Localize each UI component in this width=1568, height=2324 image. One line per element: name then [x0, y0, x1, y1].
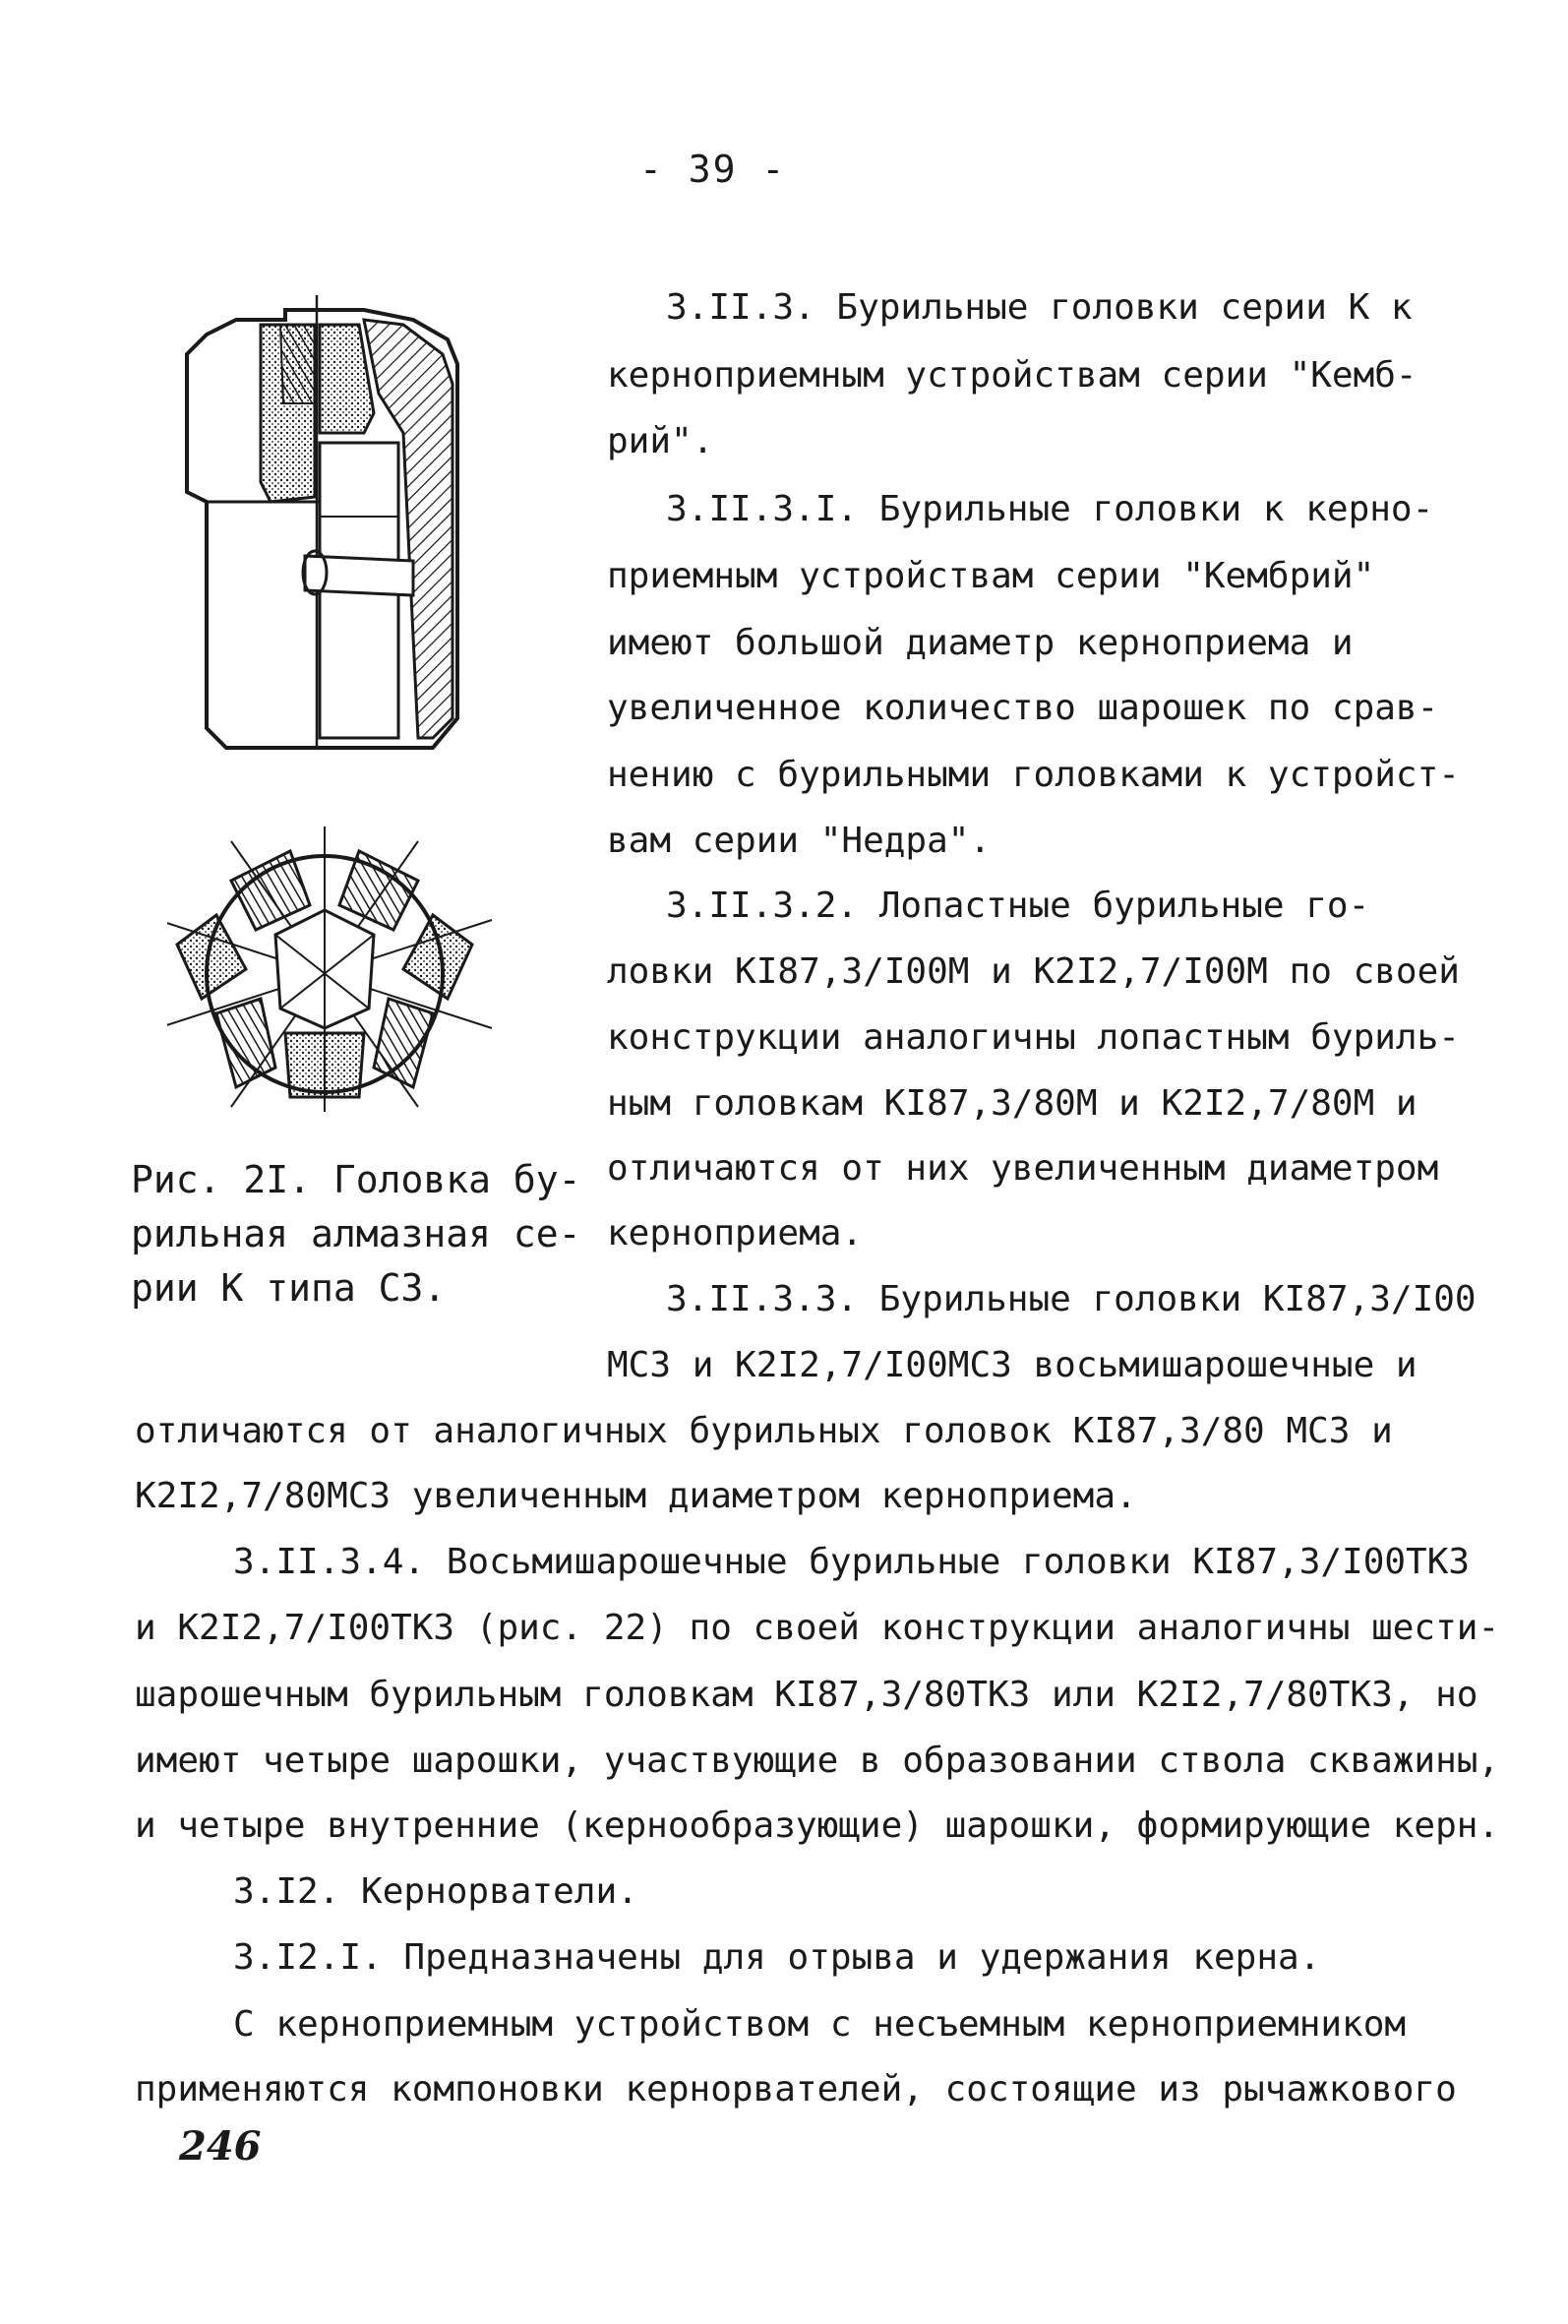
text-line: 3.I2. Кернорватели.	[233, 1871, 638, 1912]
text-line: конструкции аналогичны лопастным буриль-	[607, 1017, 1460, 1058]
text-line: нению с бурильными головками к устройст-	[607, 755, 1460, 795]
text-line: рий".	[607, 421, 714, 461]
text-line: шарошечным бурильным головкам КI87,3/80ТКЗ или К2I2,7/80ТКЗ, но	[135, 1675, 1478, 1715]
caption-line: рильная алмазная се-	[131, 1212, 581, 1255]
page-number: - 39 -	[639, 148, 787, 191]
text-line: 3.II.3. Бурильные головки серии К к	[666, 287, 1413, 328]
text-line: керноприемным устройствам серии "Кемб-	[607, 355, 1417, 396]
side-view-drawing	[187, 295, 457, 748]
text-line: С керноприемным устройством с несъемным керноприемником	[233, 2004, 1407, 2045]
caption-line: Рис. 2I. Головка бу-	[131, 1158, 581, 1201]
text-line: ловки КI87,3/I00М и К2I2,7/I00М по своей	[607, 951, 1460, 992]
bottom-view-drawing	[167, 826, 492, 1112]
text-line: увеличенное количество шарошек по срав-	[607, 688, 1439, 728]
text-line: 3.II.3.I. Бурильные головки к керно-	[666, 489, 1434, 529]
text-line: 3.I2.I. Предназначены для отрыва и удержания керна.	[233, 1937, 1321, 1978]
text-line: 3.II.3.2. Лопастные бурильные го-	[666, 886, 1370, 926]
text-line: вам серии "Недра".	[607, 821, 992, 861]
text-line: МСЗ и К2I2,7/I00МСЗ восьмишарошечные и	[607, 1345, 1417, 1385]
text-line: и К2I2,7/I00ТКЗ (рис. 22) по своей конструкции аналогичны шести-	[135, 1608, 1500, 1648]
text-line: керноприема.	[607, 1213, 864, 1254]
text-line: отличаются от них увеличенным диаметром	[607, 1148, 1439, 1189]
text-line: отличаются от аналогичных бурильных головок КI87,3/80 МСЗ и	[135, 1411, 1393, 1451]
text-line: 3.II.3.3. Бурильные головки КI87,3/I00	[666, 1279, 1477, 1319]
text-line: имеют большой диаметр керноприема и	[607, 623, 1354, 663]
handwritten-page-number: 246	[179, 2123, 262, 2170]
text-line: ным головкам КI87,3/80М и К2I2,7/80М и	[607, 1083, 1417, 1124]
text-line: К2I2,7/80МСЗ увеличенным диаметром керноприема.	[135, 1476, 1137, 1516]
text-line: 3.II.3.4. Восьмишарошечные бурильные головки КI87,3/I00ТКЗ	[233, 1542, 1471, 1582]
text-line: и четыре внутренние (кернообразующие) шарошки, формирующие керн.	[135, 1805, 1500, 1846]
caption-line: рии К типа СЗ.	[131, 1266, 447, 1310]
text-line: имеют четыре шарошки, участвующие в образовании ствола скважины,	[135, 1741, 1500, 1781]
text-line: применяются компоновки кернорвателей, состоящие из рычажкового	[135, 2069, 1457, 2110]
drill-head-figure	[167, 295, 580, 1112]
text-line: приемным устройствам серии "Кембрий"	[607, 556, 1375, 596]
